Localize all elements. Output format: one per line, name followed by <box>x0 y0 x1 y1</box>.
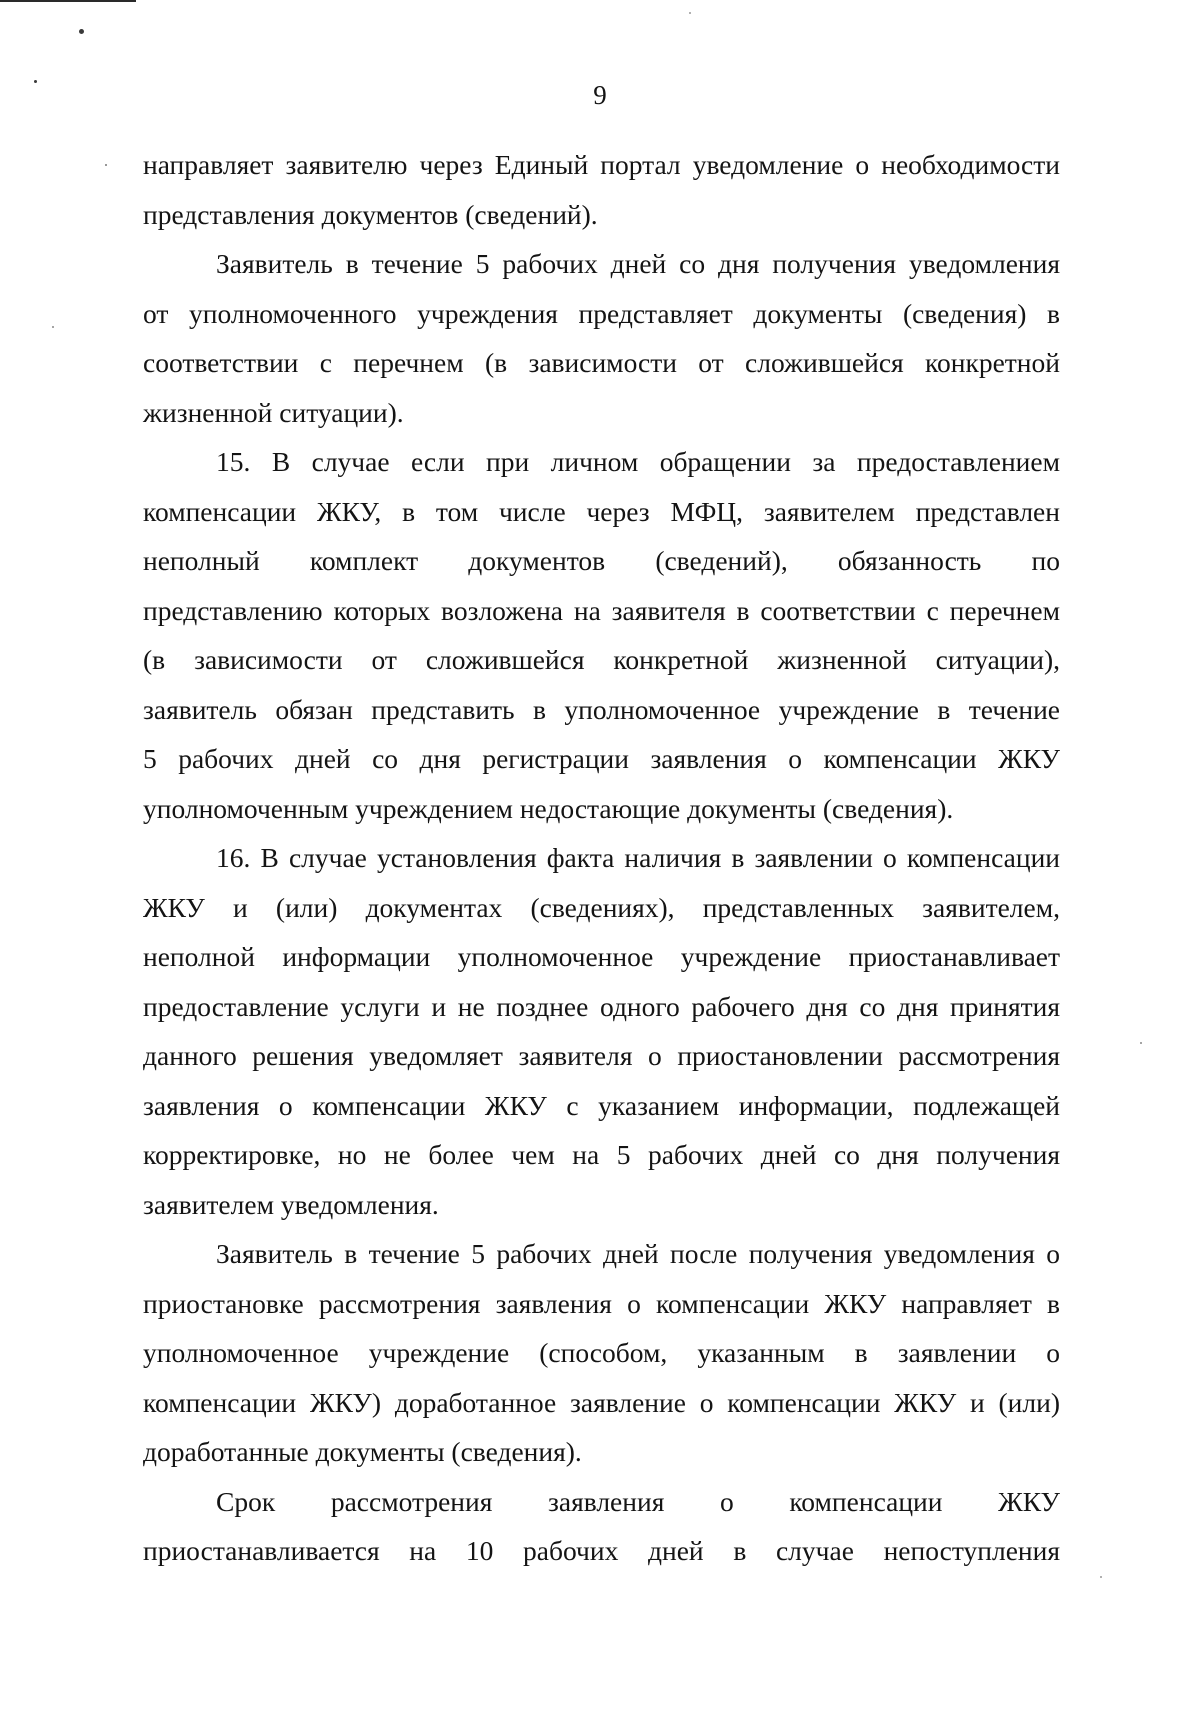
text-line: заявителем уведомления. <box>143 1188 439 1220</box>
scan-speck <box>1100 1576 1102 1578</box>
text-line: ЖКУ и (или) документах (сведениях), представленных заявителем, <box>143 891 1060 923</box>
text-line: заявления о компенсации ЖКУ с указанием информации, подлежащей <box>143 1089 1060 1121</box>
text-line: 5 рабочих дней со дня регистрации заявления о компенсации ЖКУ <box>143 743 1060 774</box>
scan-speck <box>105 164 107 166</box>
text-line: уполномоченным учреждением недостающие документы (сведения). <box>143 792 954 824</box>
document-body <box>143 140 1060 1576</box>
scan-edge-line <box>0 0 136 2</box>
page-number: 9 <box>593 80 607 110</box>
text-line: направляет заявителю через Единый портал уведомление о необходимости <box>143 149 1060 180</box>
scan-speck <box>79 29 84 34</box>
text-line: приостановке рассмотрения заявления о компенсации ЖКУ направляет в <box>143 1287 1060 1319</box>
text-line: неполной информации уполномоченное учреждение приостанавливает <box>143 941 1060 972</box>
text-line: компенсации ЖКУ, в том числе через МФЦ, заявителем представлен <box>143 495 1060 527</box>
text-line: заявитель обязан представить в уполномоченное учреждение в течение <box>143 693 1060 725</box>
text-line: представления документов (сведений). <box>143 198 598 230</box>
text-line: уполномоченное учреждение (способом, указанным в заявлении о <box>143 1337 1060 1368</box>
paragraph-2 <box>143 239 1060 437</box>
paragraph-1 <box>143 140 1060 239</box>
text-line: доработанные документы (сведения). <box>143 1436 582 1467</box>
scan-speck <box>1140 1042 1142 1044</box>
paragraph-3 <box>143 437 1060 833</box>
text-line: (в зависимости от сложившейся конкретной жизненной ситуации), <box>143 644 1060 675</box>
text-line: данного решения уведомляет заявителя о приостановлении рассмотрения <box>143 1040 1060 1071</box>
paragraph-4 <box>143 833 1060 1229</box>
text-line: соответствии с перечнем (в зависимости от сложившейся конкретной <box>143 347 1060 378</box>
paragraph-5 <box>143 1229 1060 1477</box>
text-line: от уполномоченного учреждения представляет документы (сведения) в <box>143 297 1060 329</box>
text-line: неполный комплект документов (сведений), обязанность по <box>143 545 1060 576</box>
text-line: жизненной ситуации). <box>143 396 404 428</box>
text-line: Заявитель в течение 5 рабочих дней со дня получения уведомления <box>216 248 1060 279</box>
text-line: Заявитель в течение 5 рабочих дней после получения уведомления о <box>216 1238 1060 1269</box>
text-line: предоставление услуги и не позднее одного рабочего дня со дня принятия <box>143 990 1060 1022</box>
text-line: компенсации ЖКУ) доработанное заявление о компенсации ЖКУ и (или) <box>143 1386 1060 1418</box>
text-line: 16. В случае установления факта наличия в заявлении о компенсации <box>216 842 1060 873</box>
text-line: корректировке, но не более чем на 5 рабочих дней со дня получения <box>143 1139 1060 1170</box>
paragraph-6 <box>143 1477 1060 1576</box>
scan-speck <box>52 326 54 328</box>
text-line: представлению которых возложена на заявителя в соответствии с перечнем <box>143 594 1060 626</box>
text-line: приостанавливается на 10 рабочих дней в случае непоступления <box>143 1535 1060 1566</box>
text-line: 15. В случае если при личном обращении за предоставлением <box>216 446 1060 477</box>
scan-speck <box>689 12 691 14</box>
text-line: Срок рассмотрения заявления о компенсации ЖКУ <box>216 1485 1060 1517</box>
